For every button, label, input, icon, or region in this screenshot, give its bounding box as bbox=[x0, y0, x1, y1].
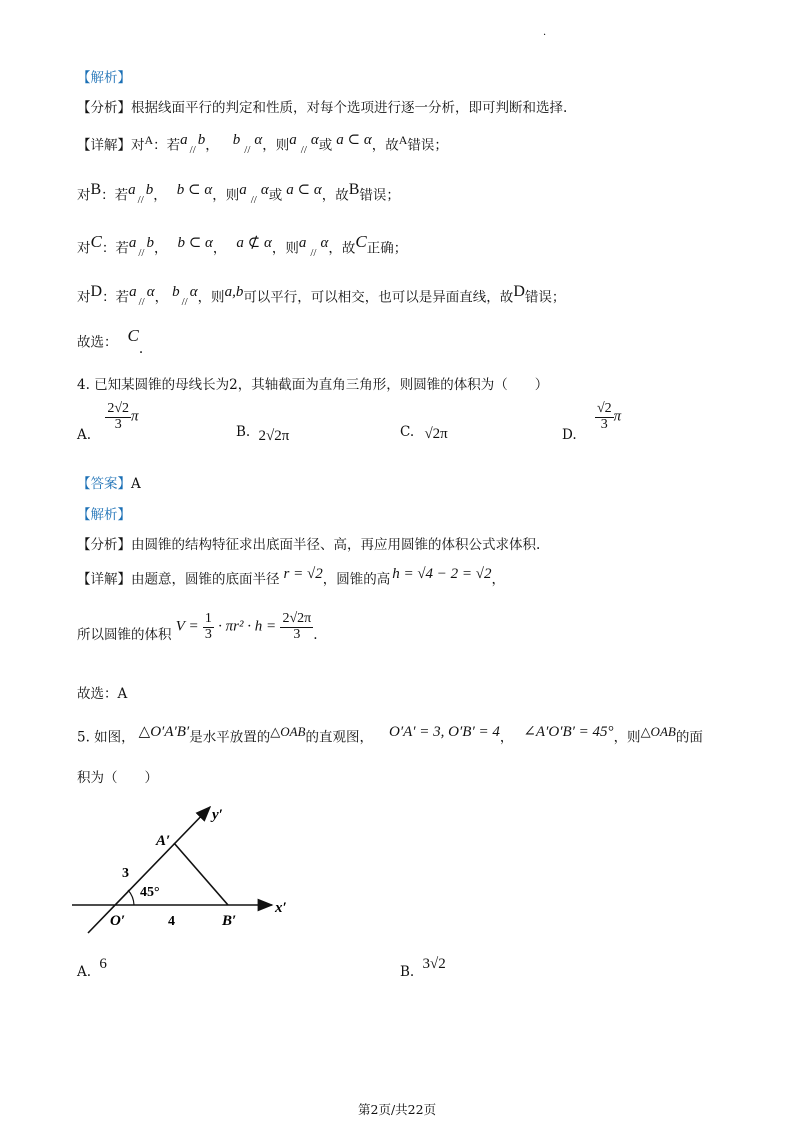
text: ，则 bbox=[262, 137, 290, 154]
text: 对 bbox=[131, 137, 145, 154]
text: 故选： bbox=[77, 334, 118, 351]
q3-fenxi-text: 根据线面平行的判定和性质，对每个选项进行逐一分析，即可判断和选择. bbox=[131, 100, 568, 116]
option-letter: A bbox=[398, 133, 408, 147]
text: 由题意，圆锥的底面半径 bbox=[131, 571, 280, 588]
choice-label: B. bbox=[400, 964, 415, 980]
choice-label: B. bbox=[236, 424, 251, 440]
math-expr: △OAB bbox=[640, 724, 676, 739]
text: ，圆锥的高 bbox=[322, 571, 391, 588]
q3-option-c-line: 对$^C$：若$^a_{//}^b$， $^{b \subset \alpha}$， $^{a ⊄ \alpha}$，则$^a_{//}^\alpha$，故$^C$正确； bbox=[77, 232, 408, 260]
fraction-denominator: 3 bbox=[204, 626, 212, 642]
fenxi-label: 【分析】 bbox=[77, 537, 131, 553]
header-dot: · bbox=[543, 30, 547, 41]
q4-jiexi-tag: 【解析】 bbox=[77, 507, 131, 523]
math-expr: a,b bbox=[224, 284, 244, 300]
volume-lhs: V = bbox=[175, 618, 199, 635]
xiangjie-label: 【详解】 bbox=[77, 571, 131, 588]
text: 5. 如图， bbox=[77, 729, 135, 746]
q4-choice-c bbox=[400, 424, 448, 441]
q4-choice-d bbox=[562, 401, 622, 443]
choice-value: 3√2 bbox=[422, 956, 446, 972]
length-ob-label: 4 bbox=[168, 914, 175, 929]
text: 的面 bbox=[675, 729, 703, 746]
fraction-numerator: 2√2π bbox=[282, 611, 312, 626]
math-var: b bbox=[232, 132, 241, 148]
text: 对 bbox=[77, 187, 91, 204]
math-expr: b ⊂ α bbox=[177, 235, 213, 251]
math-var: α bbox=[310, 132, 319, 148]
height-equation: h = √4 − 2 = √2 bbox=[392, 566, 492, 582]
parallel-sign: // bbox=[181, 296, 188, 309]
math-expr: a ⊄ α bbox=[236, 235, 272, 251]
math-expr: a ⊂ α bbox=[336, 132, 372, 148]
text: 正确； bbox=[366, 240, 408, 257]
text: ：若 bbox=[153, 137, 181, 154]
text: 所以圆锥的体积 bbox=[77, 626, 172, 643]
q3-jiexi-tag: 【解析】 bbox=[77, 70, 131, 86]
q4-stem: 4. 已知某圆锥的母线长为2，其轴截面为直角三角形，则圆锥的体积为（ ） bbox=[77, 377, 549, 393]
angle-label: 45° bbox=[140, 885, 160, 900]
math-var: b bbox=[197, 132, 206, 148]
math-var: b bbox=[146, 235, 154, 251]
text: 对 bbox=[77, 289, 91, 306]
q4-detail-line2 bbox=[77, 612, 318, 642]
text: ：若 bbox=[101, 240, 129, 257]
text: ，则 bbox=[197, 289, 225, 306]
math-var: α bbox=[254, 132, 263, 148]
parallel-sign: // bbox=[138, 296, 145, 309]
comma: ， bbox=[499, 729, 514, 746]
option-letter: B bbox=[90, 181, 102, 198]
y-axis-line bbox=[88, 807, 210, 933]
point-o-label: O′ bbox=[110, 913, 126, 929]
text: 的直观图， bbox=[305, 729, 373, 746]
point-b-label: B′ bbox=[222, 913, 237, 929]
text: 或 bbox=[318, 137, 333, 154]
choice-label: D. bbox=[562, 426, 577, 443]
q3-answer-line bbox=[77, 326, 144, 357]
q5-stem-line2: 积为（ ） bbox=[77, 770, 158, 786]
angle-arc bbox=[128, 890, 134, 905]
text: ：若 bbox=[101, 187, 129, 204]
q4-analysis bbox=[77, 533, 540, 553]
option-letter: D bbox=[513, 283, 525, 300]
math-expr: O′A′ = 3, O′B′ = 4 bbox=[389, 724, 500, 740]
option-letter: C bbox=[90, 232, 102, 251]
q5-stem-line1 bbox=[77, 722, 703, 746]
x-axis-label: x′ bbox=[275, 900, 287, 916]
math-var: α bbox=[320, 235, 329, 251]
math-expr: a ⊂ α bbox=[286, 182, 322, 198]
parallel-sign: // bbox=[137, 194, 144, 207]
q4-detail-line1 bbox=[77, 566, 505, 588]
q5-figure bbox=[60, 795, 320, 940]
math-var: a bbox=[289, 132, 297, 148]
math-expr: △O′A′B′ bbox=[138, 724, 190, 740]
math-var: a bbox=[128, 182, 136, 198]
text: ，则 bbox=[271, 240, 299, 257]
option-letter: D bbox=[90, 283, 103, 300]
period: . bbox=[138, 340, 144, 357]
q4-answer bbox=[77, 472, 141, 492]
text: ，则 bbox=[613, 729, 641, 746]
parallel-sign: // bbox=[310, 247, 317, 260]
text: 是水平放置的 bbox=[189, 729, 271, 746]
choice-value: √2π bbox=[424, 426, 448, 442]
choice-label: A. bbox=[77, 964, 92, 980]
parallel-sign: // bbox=[300, 144, 307, 157]
math-var: b bbox=[172, 284, 180, 300]
fraction-numerator: 2√2 bbox=[107, 401, 130, 416]
fraction-denominator: 3 bbox=[114, 416, 122, 432]
parallel-sign: // bbox=[244, 144, 251, 157]
parallel-sign: // bbox=[189, 144, 196, 157]
math-var: α bbox=[146, 284, 155, 300]
choice-value: 6 bbox=[99, 956, 107, 972]
segment-a-b bbox=[174, 843, 228, 905]
text: 或 bbox=[268, 187, 283, 204]
pi-symbol: π bbox=[131, 408, 139, 425]
answer-value: C bbox=[127, 326, 139, 345]
comma: ， bbox=[491, 571, 506, 588]
q3-analysis bbox=[77, 96, 567, 116]
math-var: a bbox=[298, 235, 307, 251]
q3-option-b-line: 对$^B$：若$^a_{//}^b$， $^{b \subset \alpha}$，则$^a_{//}^\alpha$或 $^{a \subset \alpha}$，故$^B$错误； bbox=[77, 181, 400, 207]
math-var: b bbox=[145, 182, 154, 198]
text: 错误； bbox=[407, 137, 448, 154]
page-footer: 第2页/共22页 bbox=[358, 1102, 437, 1117]
math-var: α bbox=[189, 284, 198, 300]
fraction-numerator: √2 bbox=[596, 401, 612, 416]
math-expr: △OAB bbox=[270, 724, 306, 739]
q3-xiangjie-label: 【详解】 bbox=[77, 137, 131, 154]
math-var: α bbox=[260, 182, 269, 198]
math-var: a bbox=[128, 235, 137, 251]
text: 可以平行，可以相交，也可以是异面直线，故 bbox=[243, 289, 514, 306]
q4-choice-a bbox=[77, 401, 139, 443]
q4-conclusion: 故选：A bbox=[77, 686, 128, 702]
math-var: a bbox=[129, 284, 137, 300]
answer-value: A bbox=[131, 476, 141, 492]
choice-label: C. bbox=[400, 424, 415, 440]
text: ，则 bbox=[212, 187, 240, 204]
q3-fenxi-label: 【分析】 bbox=[77, 100, 131, 116]
radius-equation: r = √2 bbox=[283, 566, 323, 582]
text: ，故 bbox=[328, 240, 356, 257]
math-expr: ∠A′O′B′ = 45° bbox=[523, 724, 614, 740]
q5-choice-a bbox=[77, 956, 107, 980]
text: ：若 bbox=[102, 289, 130, 306]
choice-label: A. bbox=[77, 426, 92, 443]
q5-choice-b bbox=[400, 956, 446, 980]
choice-value: 2√2π bbox=[258, 428, 290, 444]
option-letter: B bbox=[348, 181, 360, 198]
q3-option-d-line: 对$^D$：若$^a_{//}^\alpha$， $^b_{//}^\alpha$，则$^{a,b}$可以平行，可以相交，也可以是异面直线，故$^D$错误； bbox=[77, 283, 566, 309]
math-var: a bbox=[239, 182, 247, 198]
volume-middle: · πr² · h = bbox=[218, 618, 277, 635]
period: . bbox=[313, 626, 318, 643]
q4-choice-b bbox=[236, 424, 290, 444]
point-a-label: A′ bbox=[156, 833, 171, 849]
math-var: a bbox=[180, 132, 188, 148]
fraction-denominator: 3 bbox=[293, 626, 301, 642]
q3-option-a-line: 【详解】对$^A$：若$^a_{//}^b$， $^b_{//}^\alpha$，则$^a_{//}^\alpha$或 $^{a \subset \alpha}$，故$^A$错误； bbox=[77, 132, 448, 157]
option-letter: C bbox=[355, 232, 367, 251]
pi-symbol: π bbox=[613, 408, 622, 425]
text: 对 bbox=[77, 240, 91, 257]
text: 错误； bbox=[359, 187, 400, 204]
fraction-denominator: 3 bbox=[600, 416, 608, 432]
option-letter: A bbox=[144, 133, 154, 147]
text: ，故 bbox=[321, 187, 349, 204]
y-axis-label: y′ bbox=[212, 807, 223, 823]
text: ，故 bbox=[371, 137, 399, 154]
length-oa-label: 3 bbox=[122, 866, 129, 881]
parallel-sign: // bbox=[250, 194, 257, 207]
math-expr: b ⊂ α bbox=[176, 182, 213, 198]
parallel-sign: // bbox=[138, 247, 145, 260]
fenxi-text: 由圆锥的结构特征求出底面半径、高，再应用圆锥的体积公式求体积. bbox=[131, 537, 541, 553]
text: 错误； bbox=[524, 289, 566, 306]
answer-tag: 【答案】 bbox=[77, 476, 131, 492]
fraction-numerator: 1 bbox=[204, 611, 212, 626]
